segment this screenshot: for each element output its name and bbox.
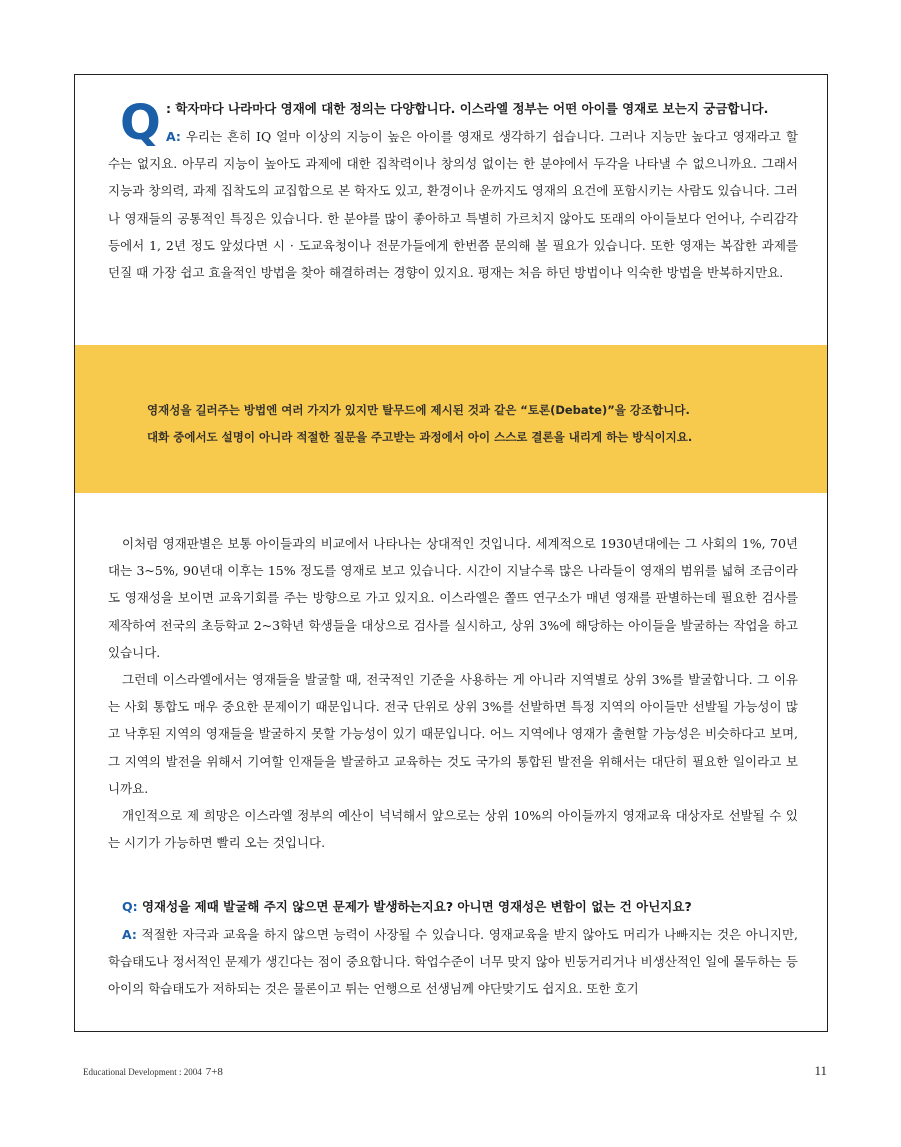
body-paragraph: 개인적으로 제 희망은 이스라엘 정부의 예산이 넉넉해서 앞으로는 상위 10%의 아이들까지 영재교육 대상자로 선발될 수 있는 시기가 가능하면 빨리 오는 것입니다. (108, 808, 798, 851)
answer-1-marker: A: (166, 129, 181, 144)
footer-publication (83, 1066, 223, 1078)
body-paragraph: 이처럼 영재판별은 보통 아이들과의 비교에서 나타나는 상대적인 것입니다. 세계적으로 1930년대에는 그 사회의 1%, 70년대는 3~5%, 90년대 이후는 15% 정도를 영재로 보고 있습니다. 시간이 지날수록 많은 나라들이 영재의 범위를 넓혀 조금이라도 영재성을 보이면 교육기회를 주는 방향으로 가고 있지요. 이스라엘은 쫄뜨 연구소가 매년 영재를 판별하는데 필요한 검사를 제작하여 전국의 초등학교 2~3학년 학생들을 대상으로 검사를 실시하고, 상위 3%에 해당하는 아이들을 발굴하는 작업을 하고 있습니다. (108, 536, 798, 660)
body-paragraph: 그런데 이스라엘에서는 영재들을 발굴할 때, 전국적인 기준을 사용하는 게 아니라 지역별로 상위 3%를 발굴합니다. 그 이유는 사회 통합도 매우 중요한 문제이기 때문입니다. 전국 단위로 상위 3%를 선발하면 특정 지역의 아이들만 선발될 가능성이 많고 낙후된 지역의 영재들을 발굴하지 못할 가능성이 있기 때문입니다. 어느 지역에나 영재가 출현할 가능성은 비슷하다고 보며, 그 지역의 발전을 위해서 기여할 인재들을 발굴하고 교육하는 것도 국가의 통합된 발전을 위해서는 대단히 필요한 일이라고 보니까요. (108, 672, 798, 796)
highlight-text (147, 397, 767, 451)
highlight-line-1: 영재성을 길러주는 방법엔 여러 가지가 있지만 탈무드에 제시된 것과 같은 “토론(Debate)”을 강조합니다. (147, 403, 690, 417)
large-q-marker: Q (120, 95, 161, 151)
qa-section-1 (108, 95, 798, 286)
answer-2-marker: A: (122, 927, 137, 942)
body-text (108, 530, 798, 856)
answer-1 (108, 123, 798, 286)
highlight-callout (74, 345, 828, 493)
page-number: 11 (814, 1063, 827, 1078)
issue-number: 7+8 (205, 1066, 223, 1078)
qa-section-2 (108, 893, 798, 1003)
publication-name: Educational Development : 2004 (83, 1067, 202, 1077)
question-1 (108, 95, 798, 123)
answer-1-text: 우리는 흔히 IQ 얼마 이상의 지능이 높은 아이를 영재로 생각하기 쉽습니다. 그러나 지능만 높다고 영재라고 할 수는 없지요. 아무리 지능이 높아도 과제에 대한 집착력이나 창의성 없이는 한 분야에서 두각을 나타낼 수 없으니까요. 그래서 지능과 창의력, 과제 집착도의 교집합으로 본 학자도 있고, 환경이나 운까지도 영재의 요건에 포함시키는 사람도 있습니다. 그러나 영재들의 공통적인 특징은 있습니다. 한 분야를 많이 좋아하고 특별히 가르치지 않아도 또래의 아이들보다 언어나, 수리감각 등에서 1, 2년 정도 앞섰다면 시 · 도교육청이나 전문가들에게 한번쯤 문의해 볼 필요가 있습니다. 또한 영재는 복잡한 과제를 던질 때 가장 쉽고 효율적인 방법을 찾아 해결하려는 경향이 있지요. 평재는 처음 하던 방법이나 익숙한 방법을 반복하지만요. (108, 129, 798, 281)
question-2-text: 영재성을 제때 발굴해 주지 않으면 문제가 발생하는지요? 아니면 영재성은 변함이 없는 건 아닌지요? (137, 899, 692, 914)
question-1-text: : 학자마다 나라마다 영재에 대한 정의는 다양합니다. 이스라엘 정부는 어떤 아이를 영재로 보는지 궁금합니다. (166, 101, 769, 116)
article-frame (74, 74, 828, 1032)
answer-2-text: 적절한 자극과 교육을 하지 않으면 능력이 사장될 수 있습니다. 영재교육을 받지 않아도 머리가 나빠지는 것은 아니지만, 학습태도나 정서적인 문제가 생긴다는 점이 중요합니다. 학업수준이 너무 맞지 않아 빈둥거리거나 비생산적인 일에 몰두하는 등 아이의 학습태도가 저하되는 것은 물론이고 튀는 언행으로 선생님께 야단맞기도 쉽지요. 또한 호기 (108, 927, 798, 997)
question-2 (108, 893, 798, 921)
answer-2 (108, 921, 798, 1003)
question-2-marker: Q: (122, 899, 138, 914)
highlight-line-2: 대화 중에서도 설명이 아니라 적절한 질문을 주고받는 과정에서 아이 스스로 결론을 내리게 하는 방식이지요. (147, 430, 693, 444)
